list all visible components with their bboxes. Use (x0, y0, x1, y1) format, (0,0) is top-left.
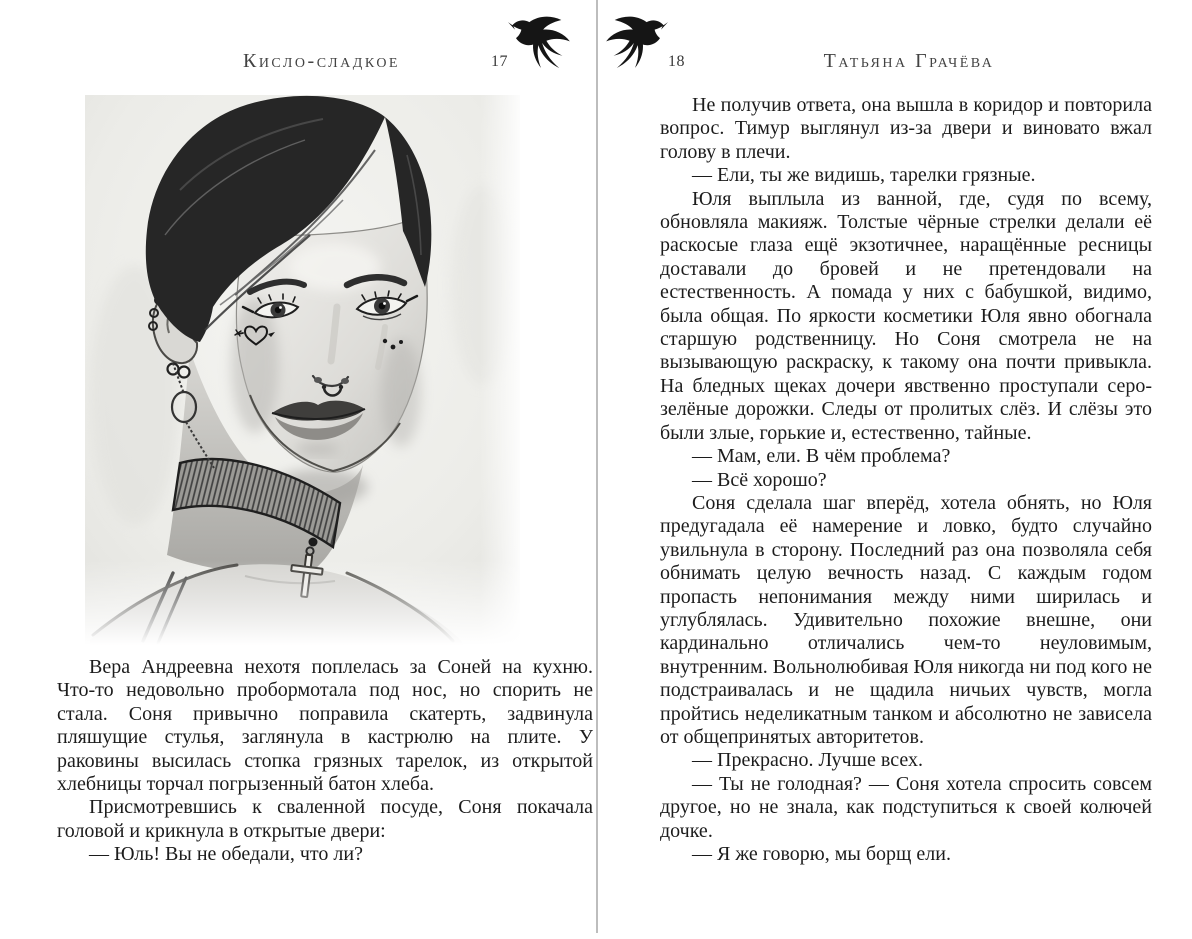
pencil-portrait-drawing (85, 95, 520, 645)
paragraph: — Мам, ели. В чём проблема? (692, 445, 951, 468)
paragraph: Присмотревшись к сваленной посуде, Соня покачала головой и крикнула в открытые двери: (57, 796, 593, 842)
page-number-right: 18 (668, 53, 685, 70)
running-head-left (0, 0, 596, 84)
paragraph: Вера Андреевна нехотя поплелась за Соней на кухню. Что-то недовольно пробормотала под нос, но спорить не стала. Соня привычно поправила скатерть, задвинула пляшущие стулья, заглянула в кастрюлю на плите. У раковины высилась стопка грязных тарелок, из открытой хлебницы торчал погрызенный батон хлеба. (57, 656, 593, 796)
paragraph: Соня сделала шаг вперёд, хотела обнять, но Юля предугадала её намерение и ловко, будто случайно увильнула в сторону. Последний раз она позволяла себя обнимать целую вечность назад. С каждым годом пропасть непонимания между ними ширилась и углублялась. Удивительно похожие внешне, они кардинально отличались чем-то неуловимым, внутренним. Вольнолюбивая Юля никогда ни под кого не подстраивалась и не щадила ничьих чувств, могла пройтись неделикатным танком и абсолютно не зависела от общепринятых авторитетов. (660, 491, 1152, 748)
paragraph: — Всё хорошо? (692, 468, 827, 491)
swallow-icon (508, 12, 572, 76)
left-page-text (57, 656, 593, 867)
running-title-right: Татьяна Грачёва (823, 50, 995, 72)
paragraph: — Ели, ты же видишь, тарелки грязные. (692, 164, 1036, 187)
page-right (596, 0, 1192, 939)
swallow-icon (604, 12, 668, 76)
page-corner-left (491, 12, 572, 76)
portrait-illustration (85, 95, 520, 645)
paragraph: — Ты не голодная? — Соня хотела спросить совсем другое, но не знала, как подступиться к своей колючей дочке. (660, 772, 1152, 842)
paragraph: Не получив ответа, она вышла в коридор и повторила вопрос. Тимур выглянул из-за двери и виновато вжал голову в плечи. (660, 94, 1152, 163)
right-page-text (660, 94, 1152, 866)
page-number-left: 17 (491, 53, 508, 70)
paragraph: — Юль! Вы не обедали, что ли? (89, 843, 363, 866)
paragraph: — Я же говорю, мы борщ ели. (692, 843, 951, 865)
paragraph: Юля выплыла из ванной, где, судя по всему, обновляла макияж. Толстые чёрные стрелки делали её раскосые глаза ещё экзотичнее, наращённые ресницы доставали до бровей и не претендовали на естественность. А помада у них с бабушкой, видимо, была общая. По яркости косметики Юля явно обогнала старшую родственницу. Но Соня смотрела не на вызывающую раскраску, к такому она почти привыкла. На бледных щеках дочери явственно проступали серо-зелёные дорожки. Следы от пролитых слёз. И слёзы это были злые, горькие и, естественно, тайные. (660, 187, 1152, 444)
paragraph: — Прекрасно. Лучше всех. (692, 749, 923, 772)
running-head-right (596, 0, 1192, 84)
running-title-left: Кисло-сладкое (242, 50, 400, 72)
